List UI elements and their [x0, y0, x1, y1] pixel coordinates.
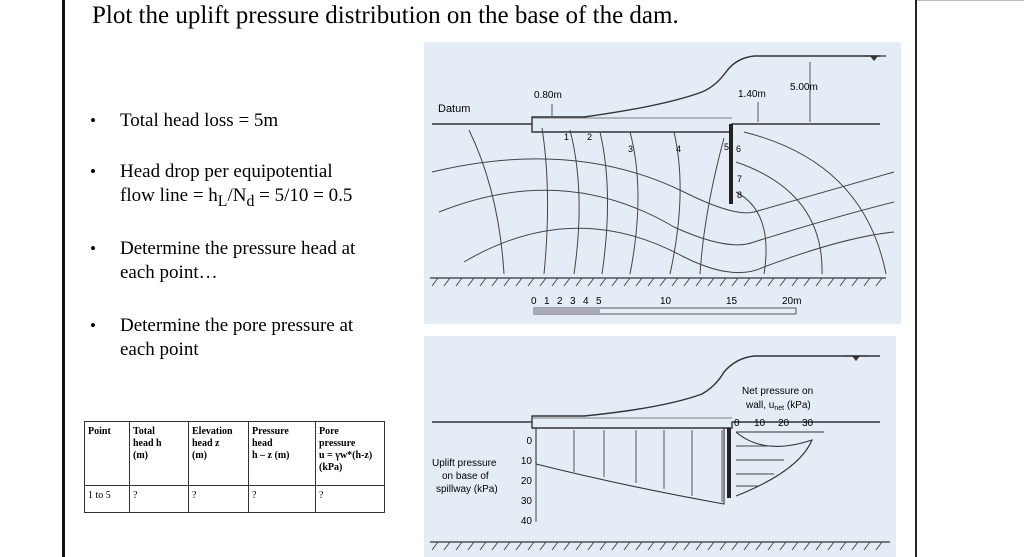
uplift-tick: 10	[520, 456, 532, 467]
point-label: 7	[737, 174, 743, 184]
point-label: 2	[587, 132, 593, 142]
uplift-label: spillway (kPa)	[436, 484, 498, 495]
bullet-pore-pressure	[120, 314, 353, 362]
scale-tick: 0	[531, 296, 537, 307]
uplift-label: Uplift pressure	[432, 458, 497, 469]
datum-label: Datum	[438, 103, 471, 115]
bullet-text: flow line = h	[120, 185, 218, 206]
frame-left-border	[62, 0, 65, 557]
col-header-elevation-head: Elevation head z (m)	[189, 422, 249, 486]
point-label: 5	[724, 142, 730, 152]
col-header-pressure-head: Pressure head h – z (m)	[249, 422, 316, 486]
col-header-total-head: Total head h (m)	[130, 422, 189, 486]
scale-tick: 5	[596, 296, 602, 307]
bullet-text: Head drop per equipotential	[120, 161, 333, 182]
bullet-head-drop	[120, 160, 352, 214]
bullet-text: Total head loss = 5m	[120, 110, 279, 131]
flow-net-figure	[424, 42, 901, 324]
sheet-pile	[727, 428, 731, 498]
uplift-tick: 20	[520, 476, 532, 487]
point-label: 6	[736, 144, 742, 154]
net-tick: 10	[754, 418, 766, 429]
pressure-table	[84, 421, 385, 513]
scale-tick: 15	[726, 296, 738, 307]
net-tick: 20	[778, 418, 790, 429]
table-cell: ?	[316, 486, 385, 513]
table-header-row	[85, 422, 385, 486]
dim-label-1-40m: 1.40m	[738, 89, 766, 100]
bullet-text: /N	[227, 185, 247, 206]
net-tick: 30	[802, 418, 814, 429]
subscript-l: L	[217, 192, 228, 210]
bullet-text: each point…	[120, 262, 218, 283]
bullet-text: Determine the pressure head at	[120, 238, 356, 259]
scale-tick: 10	[660, 296, 672, 307]
figure-background	[424, 336, 896, 557]
uplift-tick: 30	[520, 496, 532, 507]
scale-tick: 1	[544, 296, 550, 307]
table-cell: ?	[249, 486, 316, 513]
bullet-text: each point	[120, 339, 199, 360]
subscript-d: d	[246, 192, 255, 210]
dim-label-0-80m: 0.80m	[534, 90, 562, 101]
point-label: 3	[628, 144, 634, 154]
uplift-pressure-figure	[424, 336, 896, 557]
scale-tick: 2	[557, 296, 563, 307]
dim-label-5-00m: 5.00m	[790, 82, 818, 93]
bullet-total-head-loss	[120, 109, 278, 133]
col-header-point: Point	[85, 422, 130, 486]
slide-title: Plot the uplift pressure distribution on the base of the dam.	[92, 2, 679, 29]
table-cell: ?	[130, 486, 189, 513]
table-row	[85, 486, 385, 513]
point-label: 4	[676, 144, 682, 154]
uplift-tick: 0	[526, 436, 532, 447]
uplift-tick: 40	[520, 516, 532, 527]
bullet-text: Determine the pore pressure at	[120, 315, 354, 336]
bullet-pressure-head	[120, 237, 355, 285]
net-tick: 0	[734, 418, 740, 429]
point-label: 1	[564, 132, 570, 142]
scale-tick: 20m	[782, 296, 802, 307]
uplift-label: on base of	[442, 471, 489, 482]
point-label: 8	[737, 190, 743, 200]
table-cell: 1 to 5	[85, 486, 130, 513]
scale-tick: 3	[570, 296, 576, 307]
bullet-text: = 5/10 = 0.5	[254, 185, 353, 206]
sheet-pile	[729, 124, 733, 204]
scale-bar-fill	[534, 308, 600, 314]
scale-tick: 4	[583, 296, 589, 307]
table-cell: ?	[189, 486, 249, 513]
net-pressure-label: Net pressure on	[742, 386, 814, 397]
col-header-pore-pressure: Pore pressure u = γw*(h-z) (kPa)	[316, 422, 385, 486]
net-pressure-label: wall, $u_{net}$ (kPa)	[746, 400, 811, 412]
frame-right-border	[915, 0, 917, 557]
frame-top-line	[917, 0, 1024, 1]
